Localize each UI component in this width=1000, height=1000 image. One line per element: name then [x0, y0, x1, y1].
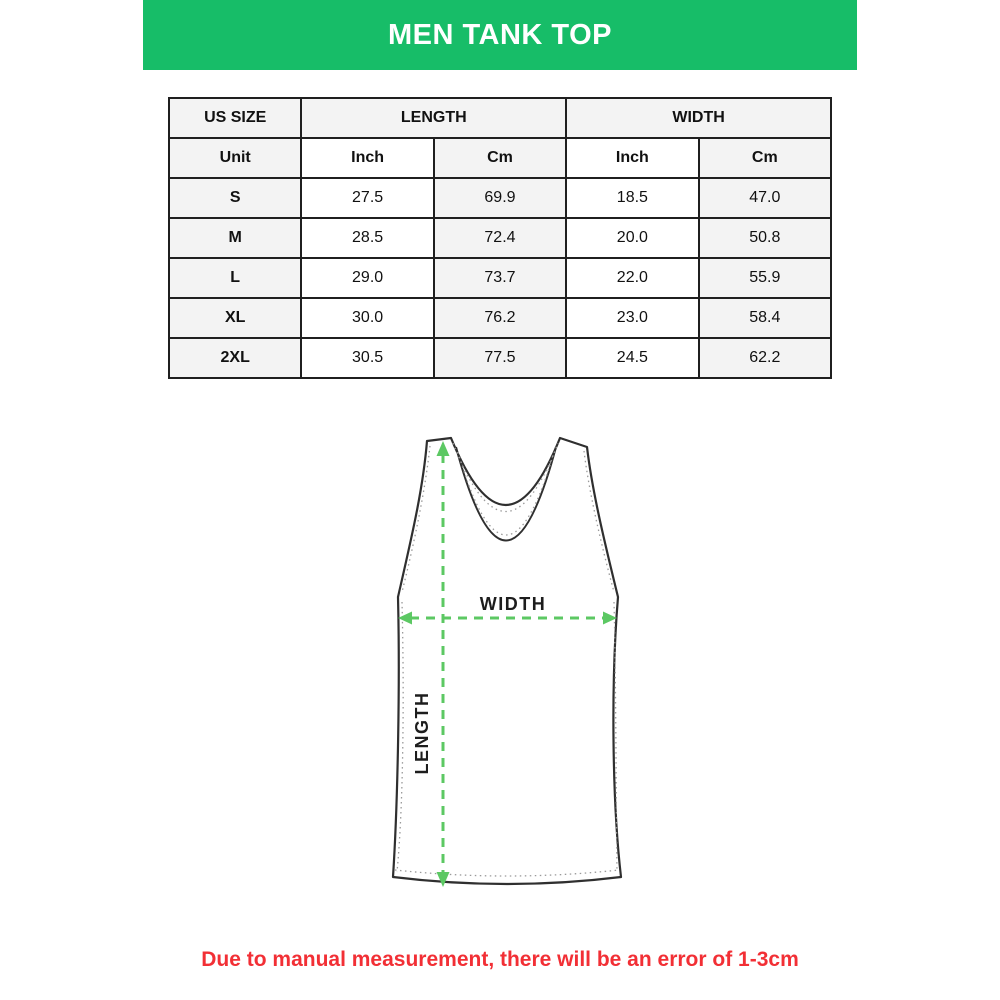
size-chart-table: [168, 97, 832, 379]
measurement-error-note: Due to manual measurement, there will be an error of 1-3cm: [201, 948, 799, 971]
size-label: L: [169, 258, 301, 298]
title-banner: [143, 0, 857, 70]
col-header-us-size: US SIZE: [169, 98, 301, 138]
size-label: 2XL: [169, 338, 301, 378]
tank-top-diagram: [370, 425, 640, 905]
length-inch: 30.5: [301, 338, 433, 378]
width-cm: 62.2: [699, 338, 831, 378]
width-inch: 24.5: [566, 338, 698, 378]
width-label: WIDTH: [479, 594, 547, 614]
table-row: [169, 338, 831, 378]
width-cm-header: Cm: [699, 138, 831, 178]
size-label: XL: [169, 298, 301, 338]
length-label: LENGTH: [412, 691, 432, 775]
length-cm: 72.4: [434, 218, 566, 258]
length-inch: 30.0: [301, 298, 433, 338]
width-cm: 50.8: [699, 218, 831, 258]
table-row: [169, 178, 831, 218]
table-row: [169, 298, 831, 338]
length-inch: 29.0: [301, 258, 433, 298]
col-header-length: LENGTH: [301, 98, 566, 138]
width-inch: 20.0: [566, 218, 698, 258]
width-cm: 58.4: [699, 298, 831, 338]
length-inch-header: Inch: [301, 138, 433, 178]
table-group-header-row: [169, 98, 831, 138]
length-cm: 77.5: [434, 338, 566, 378]
size-label: M: [169, 218, 301, 258]
width-inch: 18.5: [566, 178, 698, 218]
size-label: S: [169, 178, 301, 218]
length-cm: 76.2: [434, 298, 566, 338]
unit-label-cell: Unit: [169, 138, 301, 178]
width-inch: 22.0: [566, 258, 698, 298]
length-cm: 73.7: [434, 258, 566, 298]
length-inch: 27.5: [301, 178, 433, 218]
page-title: MEN TANK TOP: [387, 18, 613, 51]
col-header-width: WIDTH: [566, 98, 831, 138]
width-inch-header: Inch: [566, 138, 698, 178]
table-row: [169, 218, 831, 258]
length-cm: 69.9: [434, 178, 566, 218]
table-unit-row: [169, 138, 831, 178]
width-cm: 47.0: [699, 178, 831, 218]
tank-outline: [393, 438, 621, 884]
length-cm-header: Cm: [434, 138, 566, 178]
width-inch: 23.0: [566, 298, 698, 338]
table-row: [169, 258, 831, 298]
width-cm: 55.9: [699, 258, 831, 298]
length-inch: 28.5: [301, 218, 433, 258]
